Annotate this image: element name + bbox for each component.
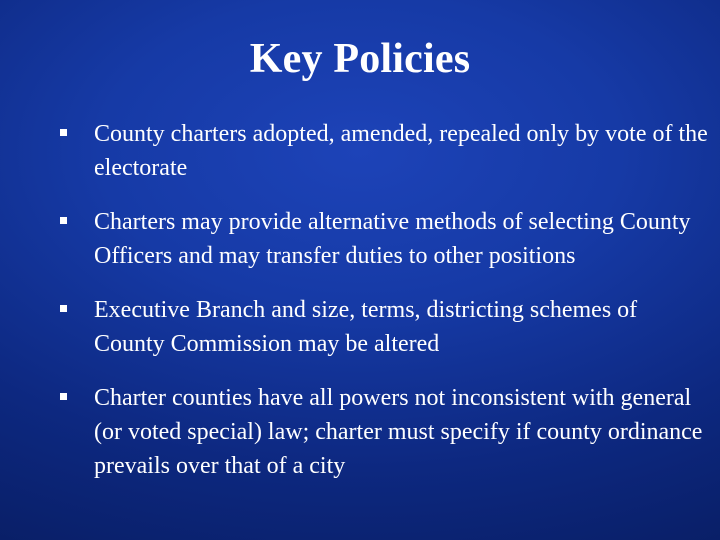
bullet-text: County charters adopted, amended, repealed only by vote of the electorate bbox=[94, 121, 708, 181]
bullet-item bbox=[60, 293, 710, 361]
square-bullet-icon bbox=[60, 393, 67, 400]
square-bullet-icon bbox=[60, 217, 67, 224]
bullet-item bbox=[60, 117, 710, 185]
bullet-text: Executive Branch and size, terms, districting schemes of County Commission may be altered bbox=[94, 297, 638, 357]
bullet-text: Charter counties have all powers not inconsistent with general (or voted special) law; charter must specify if county ordinance prevails over that of a city bbox=[94, 385, 703, 479]
square-bullet-icon bbox=[60, 305, 67, 312]
square-bullet-icon bbox=[60, 129, 67, 136]
bullet-item bbox=[60, 381, 710, 483]
bullet-item bbox=[60, 205, 710, 273]
slide-title: Key Policies bbox=[249, 36, 471, 82]
bullet-text: Charters may provide alternative methods of selecting County Officers and may transfer duties to other positions bbox=[94, 209, 691, 269]
bullet-list bbox=[60, 117, 710, 503]
